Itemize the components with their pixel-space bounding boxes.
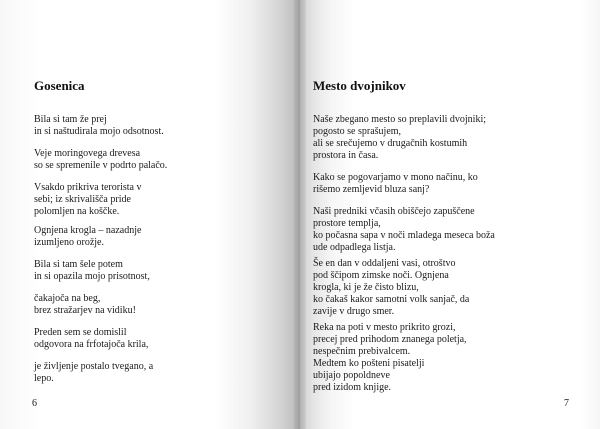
stanza xyxy=(34,225,141,249)
poem-line: in si naštudirala mojo odsotnost. xyxy=(34,126,164,137)
poem-title: Mesto dvojnikov xyxy=(313,78,406,93)
page-number: 7 xyxy=(564,398,569,409)
poem-line: Kako se pogovarjamo v mono načinu, ko xyxy=(313,172,478,183)
poem-line: Bila si tam šele potem xyxy=(34,259,123,270)
poem-line: pod ščipom zimske noči. Ognjena xyxy=(313,270,449,281)
stanza xyxy=(313,114,486,162)
stanza xyxy=(34,327,148,351)
poem-line: ko počasna sapa v noči mladega meseca boža xyxy=(313,230,495,241)
poem-line: Naši predniki včasih obiščejo zapuščene xyxy=(313,206,475,217)
book-gutter xyxy=(294,0,306,429)
stanza xyxy=(34,114,164,138)
poem-line: Veje moringovega drevesa xyxy=(34,148,141,159)
poem-line: Reka na poti v mesto prikrito grozi, xyxy=(313,322,456,333)
poem-line: zavije v drugo smer. xyxy=(313,306,395,317)
poem-line: ubijajo popoldneve xyxy=(313,370,390,381)
poem-line: je življenje postalo tvegano, a xyxy=(34,361,154,372)
stanza xyxy=(34,148,167,172)
stanza xyxy=(34,259,150,283)
poem-line: prostore templja, xyxy=(313,218,381,229)
poem-line: Še en dan v oddaljeni vasi, otroštvo xyxy=(313,258,456,269)
stanza xyxy=(313,258,469,318)
stanza xyxy=(34,293,136,317)
poem-line: ude odpadlega listja. xyxy=(313,242,396,253)
poem-line: čakajoča na beg, xyxy=(34,293,101,304)
poem-line: Naše zbegano mesto so preplavili dvojniki; xyxy=(313,114,487,125)
poem-line: Preden sem se domislil xyxy=(34,327,127,338)
poem-line: ko čakaš kakor samotni volk sanjač, da xyxy=(313,294,470,305)
stanza xyxy=(313,322,467,394)
poem-line: izumljeno orožje. xyxy=(34,237,104,248)
poem-line: Vsakdo prikriva terorista v xyxy=(34,182,142,193)
poem-line: so se spremenile v podrto palačo. xyxy=(34,160,168,171)
poem-line: lepo. xyxy=(34,373,54,384)
poem-line: brez stražarjev na vidiku! xyxy=(34,305,136,316)
stanza xyxy=(313,172,478,196)
page-number: 6 xyxy=(32,398,37,409)
poem-line: Ognjena krogla – nazadnje xyxy=(34,225,142,236)
poem-line: odgovora na frfotajoča krila, xyxy=(34,339,149,350)
right-page xyxy=(300,0,600,429)
poem-line: in si opazila mojo prisotnost, xyxy=(34,271,150,282)
stanza xyxy=(313,206,495,254)
poem-line: pred izidom knjige. xyxy=(313,382,392,393)
poem-line: Bila si tam že prej xyxy=(34,114,107,125)
poem-line: precej pred prihodom znanega poletja, xyxy=(313,334,467,345)
poem-line: sebi; iz skrivališča pride xyxy=(34,194,131,205)
poem-line: rišemo zemljevid bluza sanj? xyxy=(313,184,430,195)
stanza xyxy=(34,182,141,218)
poem-line: krogla, ki je že čisto blizu, xyxy=(313,282,419,293)
poem-line: polomljen na koščke. xyxy=(34,206,120,217)
poem-line: prostora in časa. xyxy=(313,150,379,161)
stanza xyxy=(34,361,153,385)
poem-title: Gosenica xyxy=(34,78,85,93)
poem-line: nespečnim prebivalcem. xyxy=(313,346,411,357)
poem-line: pogosto se sprašujem, xyxy=(313,126,402,137)
poem-line: ali se srečujemo v drugačnih kostumih xyxy=(313,138,468,149)
poem-line: Medtem ko pošteni pisatelji xyxy=(313,358,425,369)
